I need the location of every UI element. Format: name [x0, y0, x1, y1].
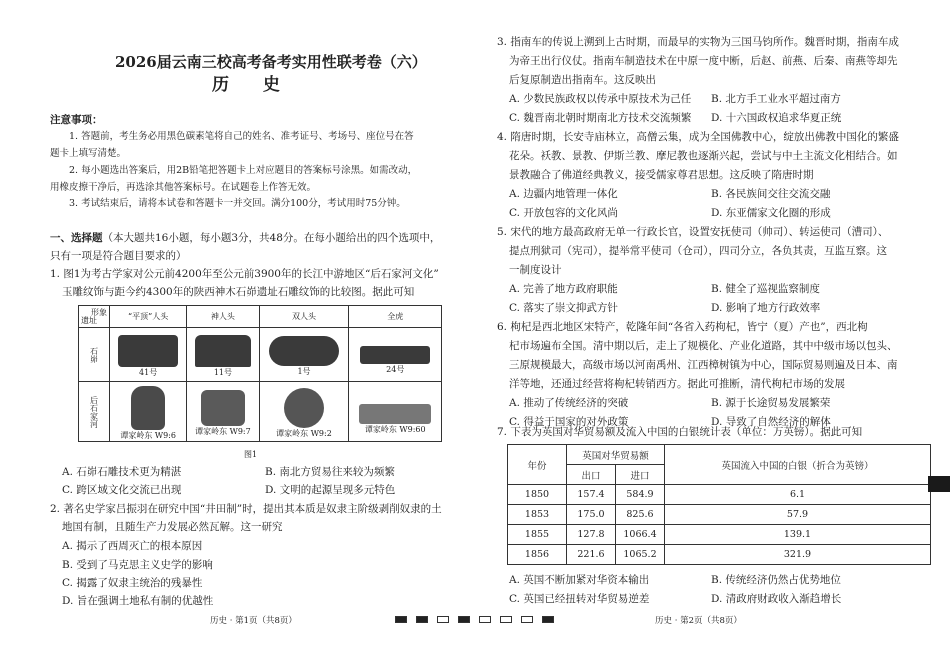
jade-carving-image — [201, 390, 245, 426]
corner-bottom: 遗址 — [81, 316, 97, 325]
option-d[interactable]: D. 影响了地方行政效率 — [711, 302, 821, 314]
option-b[interactable]: B. 受到了马克思主义史学的影响 — [62, 559, 213, 571]
figure-cell — [259, 382, 349, 442]
option-c[interactable]: C. 魏晋南北朝时期南北方技术交流频繁 — [509, 112, 692, 124]
question-6-line: 洋等地，还通过经营将枸杞转销西方。据此可推断，清代枸杞市场的发展 — [509, 378, 845, 390]
question-4-line: 花朵。袄教、景教、伊斯兰教、摩尼教也逐渐兴起，尝试与中土主流文化相结合。如 — [509, 150, 898, 162]
option-c[interactable]: C. 得益于国家的对外政策 — [509, 416, 629, 428]
option-a[interactable]: A. 少数民族政权以传承中原技术为己任 — [509, 93, 692, 105]
question-6-line: 杞市场遍布全国。清中期以后，走上了规模化、产业化道路，其中中级市场以包头、 — [509, 340, 898, 352]
option-c[interactable]: C. 英国已经扭转对华贸易逆差 — [509, 593, 650, 605]
question-5-line: 5. 宋代的地方最高政府无单一行政长官，设置安抚使司（帅司）、转运使司（漕司）、 — [497, 226, 889, 238]
exam-subject: 历 史 — [212, 75, 294, 95]
trade-table — [507, 444, 931, 565]
cell-silver: 321.9 — [665, 545, 931, 565]
option-d[interactable]: D. 东亚儒家文化圈的形成 — [711, 207, 831, 219]
option-a[interactable]: A. 推动了传统经济的突破 — [509, 397, 629, 409]
figure-cell — [349, 382, 442, 442]
stone-carving-image — [195, 335, 251, 367]
notice-line: 2. 每小题选出答案后，用2B铅笔把答题卡上对应题目的答案标号涂黑。如需改动， — [69, 165, 418, 176]
jade-carving-image — [284, 388, 324, 428]
figure-caption: 11号 — [213, 368, 232, 377]
figure-cell — [110, 382, 187, 442]
figure-row-label: 石峁 — [79, 328, 110, 382]
question-3-line: 后复原制造出指南车。这反映出 — [509, 74, 656, 86]
question-7-line: 7. 下表为英国对华贸易额及流入中国的白银统计表（单位：万英镑）。据此可知 — [497, 426, 863, 438]
cell-export: 221.6 — [567, 545, 616, 565]
cell-import: 825.6 — [616, 505, 665, 525]
question-4-line: 4. 隋唐时期，长安寺庙林立，高僧云集，成为全国佛教中心，绽放出佛教中国化的繁盛 — [497, 131, 899, 143]
cell-export: 157.4 — [567, 485, 616, 505]
figure-col-header: 双人头 — [259, 306, 349, 328]
stone-carving-image — [360, 346, 430, 364]
option-d[interactable]: D. 导致了自然经济的解体 — [711, 416, 831, 428]
table-row — [508, 485, 931, 505]
figure-caption: 谭家岭东 W9:2 — [276, 429, 332, 438]
header-import: 进口 — [616, 465, 665, 485]
figure-caption: 谭家岭东 W9:6 — [120, 431, 176, 440]
question-3-line: 为帝王出行仪仗。指南车制造技术在中原一度中断，后赵、前燕、后秦、南燕等却先 — [509, 55, 898, 67]
figure-col-header: “平顶”人头 — [110, 306, 187, 328]
option-b[interactable]: B. 健全了巡视监察制度 — [711, 283, 820, 295]
figure-caption: 谭家岭东 W9:7 — [195, 427, 251, 436]
cell-export: 127.8 — [567, 525, 616, 545]
figure-caption: 谭家岭东 W9:60 — [364, 425, 426, 434]
figure-1-table — [78, 305, 442, 442]
page-footer: 历史 · 第1页（共8页） — [210, 616, 297, 626]
section-heading: 一、选择题 — [50, 232, 103, 244]
notice-heading: 注意事项： — [50, 114, 103, 126]
figure-cell — [187, 382, 259, 442]
figure-corner — [79, 306, 110, 328]
option-b[interactable]: B. 南北方贸易往来较为频繁 — [265, 466, 395, 478]
exam-title: 2026届云南三校高考备考实用性联考卷（六） — [115, 53, 427, 71]
mark-filled — [416, 616, 428, 623]
question-3-line: 3. 指南车的传说上溯到上古时期，而最早的实物为三国马钧所作。魏晋时期，指南车成 — [497, 36, 899, 48]
cell-silver: 57.9 — [665, 505, 931, 525]
cell-year: 1850 — [508, 485, 567, 505]
figure-col-header: 神人头 — [187, 306, 259, 328]
option-a[interactable]: A. 英国不断加紧对华资本输出 — [509, 574, 650, 586]
jade-carving-image — [131, 386, 165, 430]
question-5-line: 提点刑狱司（宪司），提举常平使司（仓司），四司分立，各负其责，互监互察。这 — [509, 245, 887, 257]
question-1-line: 玉雕纹饰与距今约4300年的陕西神木石峁遗址石雕纹饰的比较图。据此可知 — [62, 286, 415, 298]
cell-import: 584.9 — [616, 485, 665, 505]
cell-import: 1065.2 — [616, 545, 665, 565]
figure-col-header: 全虎 — [349, 306, 442, 328]
option-d[interactable]: D. 旨在强调土地私有制的优越性 — [62, 595, 214, 607]
option-a[interactable]: A. 完善了地方政府职能 — [509, 283, 618, 295]
header-silver: 英国流入中国的白银（折合为英镑） — [665, 445, 931, 485]
cell-year: 1856 — [508, 545, 567, 565]
question-4-line: 景教融合了佛道经典教义，接受儒家尊君思想。这反映了隋唐时期 — [509, 169, 814, 181]
option-b[interactable]: B. 传统经济仍然占优势地位 — [711, 574, 841, 586]
option-b[interactable]: B. 北方手工业水平超过南方 — [711, 93, 841, 105]
figure-caption: 24号 — [386, 365, 405, 374]
cell-year: 1853 — [508, 505, 567, 525]
question-1-line: 1. 图1为考古学家对公元前4200年至公元前3900年的长江中游地区“后石家河文化” — [50, 268, 439, 280]
section-text: （本大题共16小题，每小题3分，共48分。在每小题给出的四个选项中， — [102, 232, 441, 244]
figure-row-label: 后石家河 — [79, 382, 110, 442]
table-row — [508, 545, 931, 565]
cell-silver: 139.1 — [665, 525, 931, 545]
mark-empty — [437, 616, 449, 623]
cell-silver: 6.1 — [665, 485, 931, 505]
table-row — [508, 525, 931, 545]
header-year: 年份 — [508, 445, 567, 485]
notice-line: 3. 考试结束后，请将本试卷和答题卡一并交回。满分100分，考试用时75分钟。 — [69, 198, 406, 209]
figure-cell — [110, 328, 187, 382]
option-d[interactable]: D. 十六国政权追求华夏正统 — [711, 112, 842, 124]
option-a[interactable]: A. 边疆内地管理一体化 — [509, 188, 618, 200]
figure-label: 图1 — [244, 450, 258, 459]
table-row — [508, 505, 931, 525]
option-c[interactable]: C. 落实了崇文抑武方针 — [509, 302, 618, 314]
option-d[interactable]: D. 文明的起源呈现多元特色 — [265, 484, 396, 496]
option-c[interactable]: C. 开放包容的文化风尚 — [509, 207, 618, 219]
figure-caption: 41号 — [139, 368, 158, 377]
cell-import: 1066.4 — [616, 525, 665, 545]
figure-cell — [349, 328, 442, 382]
mark-filled — [395, 616, 407, 623]
page-footer: 历史 · 第2页（共8页） — [655, 616, 742, 626]
question-5-line: 一制度设计 — [509, 264, 562, 276]
option-b[interactable]: B. 各民族间交往交流交融 — [711, 188, 831, 200]
question-2-line: 地国有制，且随生产力发展必然瓦解。这一研究 — [62, 521, 283, 533]
option-b[interactable]: B. 源于长途贸易发展繁荣 — [711, 397, 831, 409]
side-tab-marker — [928, 476, 950, 492]
jade-carving-image — [359, 404, 431, 424]
question-2-line: 2. 著名史学家吕振羽在研究中国“井田制”时，提出其本质是奴隶主阶级剥削奴隶的土 — [50, 503, 442, 515]
stone-carving-image — [118, 335, 178, 367]
mark-filled — [458, 616, 470, 623]
option-a[interactable]: A. 揭示了西周灭亡的根本原因 — [62, 540, 203, 552]
stone-carving-image — [269, 336, 339, 366]
notice-line: 1. 答题前，考生务必用黑色碳素笔将自己的姓名、准考证号、考场号、座位号在答 — [69, 131, 414, 142]
option-a[interactable]: A. 石峁石雕技术更为精湛 — [62, 466, 182, 478]
figure-cell — [259, 328, 349, 382]
notice-line: 用橡皮擦干净后，再选涂其他答案标号。在试题卷上作答无效。 — [50, 182, 317, 193]
cell-year: 1855 — [508, 525, 567, 545]
figure-caption: 1号 — [297, 367, 311, 376]
option-c[interactable]: C. 揭露了奴隶主统治的残暴性 — [62, 577, 203, 589]
question-6-line: 6. 枸杞是西北地区宋特产，乾隆年间“各省入药枸杞，皆宁（夏）产也”，西北枸 — [497, 321, 868, 333]
option-c[interactable]: C. 跨区域文化交流已出现 — [62, 484, 182, 496]
corner-top: 形象 — [91, 308, 107, 317]
notice-line: 题卡上填写清楚。 — [50, 148, 127, 159]
question-6-line: 三原规模最大，高级市场以河南禹州、江西樟树镇为中心，国际贸易则遍及日本、南 — [509, 359, 898, 371]
figure-cell — [187, 328, 259, 382]
section-text-2: 只有一项是符合题目要求的） — [50, 250, 187, 262]
header-export: 出口 — [567, 465, 616, 485]
header-trade: 英国对华贸易额 — [567, 445, 665, 465]
cell-export: 175.0 — [567, 505, 616, 525]
option-d[interactable]: D. 清政府财政收入渐趋增长 — [711, 593, 842, 605]
